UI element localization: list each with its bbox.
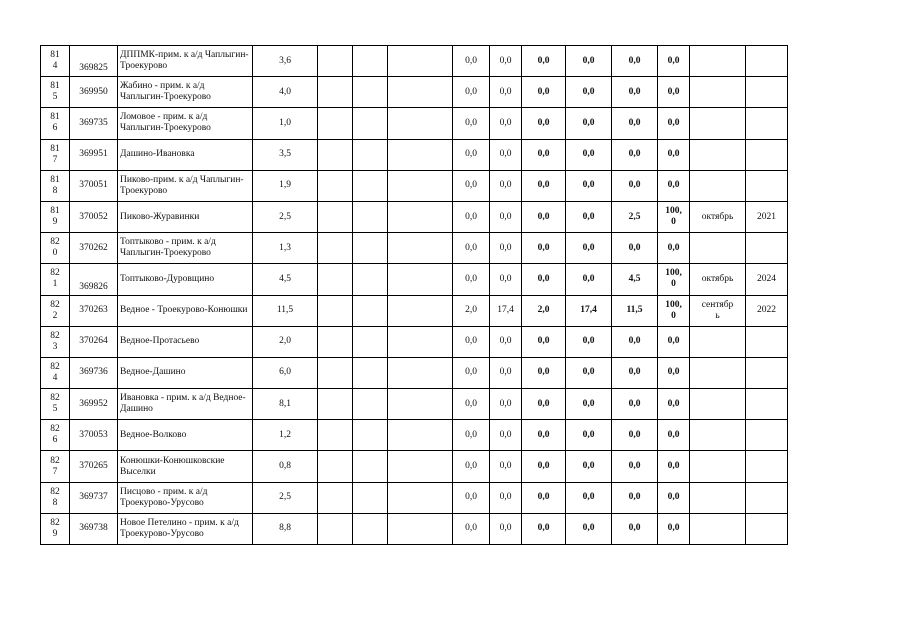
value-cell: 0,0 (453, 513, 490, 544)
value-cell: 0,0 (522, 77, 566, 108)
empty-cell (353, 201, 388, 232)
value-cell: 0,0 (566, 264, 612, 295)
value-cell: 0,0 (658, 46, 690, 77)
empty-cell (353, 295, 388, 326)
empty-cell (388, 201, 453, 232)
value-cell: 0,0 (566, 201, 612, 232)
length-cell: 2,0 (253, 326, 318, 357)
value-cell: 0,0 (453, 451, 490, 482)
value-cell: 17,4 (566, 295, 612, 326)
value-cell: 0,0 (612, 357, 658, 388)
empty-cell (318, 170, 353, 201)
year-cell (746, 389, 788, 420)
empty-cell (388, 513, 453, 544)
road-name-cell: Ведное-Волково (118, 420, 253, 451)
year-cell (746, 139, 788, 170)
row-number-cell: 82 2 (41, 295, 70, 326)
empty-cell (318, 326, 353, 357)
value-cell: 0,0 (522, 233, 566, 264)
empty-cell (388, 326, 453, 357)
empty-cell (353, 170, 388, 201)
empty-cell (388, 451, 453, 482)
row-number-cell: 82 9 (41, 513, 70, 544)
month-cell (690, 482, 746, 513)
value-cell: 0,0 (490, 482, 522, 513)
table-row (41, 233, 788, 264)
table-row (41, 201, 788, 232)
table-row (41, 357, 788, 388)
table-body (41, 46, 788, 545)
row-number-cell: 82 3 (41, 326, 70, 357)
road-name-cell: Дашино-Ивановка (118, 139, 253, 170)
length-cell: 1,2 (253, 420, 318, 451)
empty-cell (388, 389, 453, 420)
row-number-cell: 82 0 (41, 233, 70, 264)
row-number-cell: 81 6 (41, 108, 70, 139)
length-cell: 2,5 (253, 201, 318, 232)
month-cell (690, 233, 746, 264)
empty-cell (388, 108, 453, 139)
value-cell: 0,0 (453, 77, 490, 108)
value-cell: 0,0 (658, 513, 690, 544)
road-name-cell: Топтыково - прим. к а/д Чаплыгин-Троекурово (118, 233, 253, 264)
value-cell: 0,0 (453, 233, 490, 264)
table-row (41, 420, 788, 451)
value-cell: 0,0 (522, 139, 566, 170)
empty-cell (353, 513, 388, 544)
value-cell: 0,0 (658, 482, 690, 513)
length-cell: 6,0 (253, 357, 318, 388)
road-name-cell: ДППМК-прим. к а/д Чаплыгин-Троекурово (118, 46, 253, 77)
year-cell (746, 326, 788, 357)
roads-table (40, 45, 788, 545)
empty-cell (388, 233, 453, 264)
value-cell: 0,0 (566, 139, 612, 170)
month-cell (690, 108, 746, 139)
value-cell: 0,0 (566, 513, 612, 544)
table-row (41, 389, 788, 420)
value-cell: 0,0 (566, 326, 612, 357)
value-cell: 0,0 (612, 326, 658, 357)
table-row (41, 170, 788, 201)
value-cell: 4,5 (612, 264, 658, 295)
year-cell: 2022 (746, 295, 788, 326)
empty-cell (353, 420, 388, 451)
value-cell: 0,0 (490, 108, 522, 139)
value-cell: 0,0 (612, 139, 658, 170)
value-cell: 0,0 (522, 201, 566, 232)
table-row (41, 482, 788, 513)
month-cell (690, 357, 746, 388)
value-cell: 0,0 (566, 46, 612, 77)
value-cell: 0,0 (566, 108, 612, 139)
road-code-cell: 369736 (70, 357, 118, 388)
road-name-cell: Новое Петелино - прим. к а/д Троекурово-Урусово (118, 513, 253, 544)
empty-cell (353, 389, 388, 420)
value-cell: 100, 0 (658, 201, 690, 232)
value-cell: 0,0 (490, 264, 522, 295)
value-cell: 0,0 (566, 357, 612, 388)
year-cell (746, 482, 788, 513)
year-cell: 2024 (746, 264, 788, 295)
year-cell (746, 357, 788, 388)
year-cell: 2021 (746, 201, 788, 232)
value-cell: 0,0 (453, 357, 490, 388)
table-row (41, 264, 788, 295)
road-name-cell: Пиково-прим. к а/д Чаплыгин-Троекурово (118, 170, 253, 201)
value-cell: 0,0 (612, 46, 658, 77)
row-number-cell: 82 5 (41, 389, 70, 420)
row-number-cell: 81 7 (41, 139, 70, 170)
empty-cell (353, 326, 388, 357)
value-cell: 2,5 (612, 201, 658, 232)
value-cell: 0,0 (522, 389, 566, 420)
empty-cell (353, 46, 388, 77)
value-cell: 0,0 (522, 46, 566, 77)
length-cell: 3,5 (253, 139, 318, 170)
empty-cell (318, 201, 353, 232)
value-cell: 0,0 (658, 420, 690, 451)
road-code-cell: 370051 (70, 170, 118, 201)
value-cell: 100, 0 (658, 264, 690, 295)
road-name-cell: Ивановка - прим. к а/д Ведное-Дашино (118, 389, 253, 420)
value-cell: 0,0 (453, 264, 490, 295)
table-row (41, 139, 788, 170)
value-cell: 0,0 (522, 513, 566, 544)
empty-cell (318, 46, 353, 77)
road-code-cell: 370262 (70, 233, 118, 264)
month-cell (690, 420, 746, 451)
road-code-cell: 369950 (70, 77, 118, 108)
value-cell: 0,0 (453, 170, 490, 201)
row-number-cell: 81 5 (41, 77, 70, 108)
road-code-cell: 369735 (70, 108, 118, 139)
value-cell: 0,0 (490, 451, 522, 482)
row-number-cell: 82 6 (41, 420, 70, 451)
length-cell: 1,0 (253, 108, 318, 139)
value-cell: 0,0 (522, 420, 566, 451)
value-cell: 0,0 (453, 420, 490, 451)
road-code-cell: 370265 (70, 451, 118, 482)
value-cell: 0,0 (522, 108, 566, 139)
year-cell (746, 46, 788, 77)
value-cell: 0,0 (658, 139, 690, 170)
month-cell: октябрь (690, 201, 746, 232)
value-cell: 0,0 (566, 420, 612, 451)
value-cell: 0,0 (612, 482, 658, 513)
empty-cell (318, 482, 353, 513)
row-number-cell: 81 4 (41, 46, 70, 77)
year-cell (746, 513, 788, 544)
row-number-cell: 81 8 (41, 170, 70, 201)
row-number-cell: 82 4 (41, 357, 70, 388)
empty-cell (318, 420, 353, 451)
value-cell: 0,0 (490, 389, 522, 420)
road-code-cell: 369738 (70, 513, 118, 544)
road-code-cell: 369952 (70, 389, 118, 420)
length-cell: 0,8 (253, 451, 318, 482)
value-cell: 0,0 (490, 46, 522, 77)
road-code-cell: 369826 (70, 264, 118, 295)
road-name-cell: Ломовое - прим. к а/д Чаплыгин-Троекурово (118, 108, 253, 139)
value-cell: 0,0 (453, 201, 490, 232)
road-name-cell: Топтыково-Дуровщино (118, 264, 253, 295)
value-cell: 0,0 (490, 513, 522, 544)
value-cell: 0,0 (490, 201, 522, 232)
month-cell (690, 77, 746, 108)
value-cell: 0,0 (522, 170, 566, 201)
value-cell: 0,0 (490, 357, 522, 388)
row-number-cell: 82 1 (41, 264, 70, 295)
year-cell (746, 108, 788, 139)
value-cell: 2,0 (453, 295, 490, 326)
empty-cell (388, 170, 453, 201)
value-cell: 0,0 (612, 513, 658, 544)
value-cell: 0,0 (490, 233, 522, 264)
empty-cell (318, 451, 353, 482)
empty-cell (318, 295, 353, 326)
month-cell (690, 389, 746, 420)
empty-cell (388, 482, 453, 513)
length-cell: 4,0 (253, 77, 318, 108)
row-number-cell: 82 8 (41, 482, 70, 513)
length-cell: 8,1 (253, 389, 318, 420)
value-cell: 17,4 (490, 295, 522, 326)
month-cell (690, 46, 746, 77)
road-name-cell: Писцово - прим. к а/д Троекурово-Урусово (118, 482, 253, 513)
road-name-cell: Пиково-Журавинки (118, 201, 253, 232)
value-cell: 100, 0 (658, 295, 690, 326)
value-cell: 0,0 (658, 326, 690, 357)
value-cell: 0,0 (658, 77, 690, 108)
road-code-cell: 369951 (70, 139, 118, 170)
month-cell (690, 513, 746, 544)
road-code-cell: 369825 (70, 46, 118, 77)
value-cell: 0,0 (566, 389, 612, 420)
month-cell: сентябр ь (690, 295, 746, 326)
value-cell: 0,0 (522, 482, 566, 513)
value-cell: 0,0 (453, 46, 490, 77)
empty-cell (353, 139, 388, 170)
length-cell: 3,6 (253, 46, 318, 77)
empty-cell (318, 108, 353, 139)
value-cell: 0,0 (658, 451, 690, 482)
table-row (41, 451, 788, 482)
empty-cell (353, 357, 388, 388)
value-cell: 0,0 (522, 326, 566, 357)
empty-cell (388, 357, 453, 388)
row-number-cell: 82 7 (41, 451, 70, 482)
value-cell: 0,0 (490, 170, 522, 201)
year-cell (746, 77, 788, 108)
value-cell: 0,0 (566, 233, 612, 264)
empty-cell (388, 264, 453, 295)
road-name-cell: Жабино - прим. к а/д Чаплыгин-Троекурово (118, 77, 253, 108)
year-cell (746, 451, 788, 482)
value-cell: 0,0 (566, 482, 612, 513)
value-cell: 0,0 (566, 451, 612, 482)
value-cell: 0,0 (490, 77, 522, 108)
road-code-cell: 369737 (70, 482, 118, 513)
length-cell: 4,5 (253, 264, 318, 295)
value-cell: 0,0 (453, 482, 490, 513)
month-cell (690, 170, 746, 201)
value-cell: 0,0 (566, 77, 612, 108)
empty-cell (353, 77, 388, 108)
row-number-cell: 81 9 (41, 201, 70, 232)
empty-cell (318, 139, 353, 170)
road-name-cell: Ведное - Троекурово-Конюшки (118, 295, 253, 326)
length-cell: 8,8 (253, 513, 318, 544)
road-code-cell: 370053 (70, 420, 118, 451)
road-name-cell: Конюшки-Конюшковские Выселки (118, 451, 253, 482)
value-cell: 0,0 (453, 139, 490, 170)
length-cell: 11,5 (253, 295, 318, 326)
table-row (41, 295, 788, 326)
value-cell: 0,0 (612, 389, 658, 420)
value-cell: 0,0 (612, 451, 658, 482)
empty-cell (388, 139, 453, 170)
table-row (41, 513, 788, 544)
empty-cell (318, 357, 353, 388)
table-row (41, 77, 788, 108)
month-cell (690, 451, 746, 482)
road-name-cell: Ведное-Протасьево (118, 326, 253, 357)
value-cell: 0,0 (490, 420, 522, 451)
empty-cell (353, 233, 388, 264)
length-cell: 1,3 (253, 233, 318, 264)
empty-cell (353, 482, 388, 513)
empty-cell (388, 77, 453, 108)
empty-cell (388, 46, 453, 77)
value-cell: 0,0 (612, 108, 658, 139)
value-cell: 11,5 (612, 295, 658, 326)
value-cell: 0,0 (658, 357, 690, 388)
empty-cell (388, 420, 453, 451)
empty-cell (318, 233, 353, 264)
value-cell: 0,0 (612, 170, 658, 201)
empty-cell (353, 108, 388, 139)
value-cell: 0,0 (522, 451, 566, 482)
year-cell (746, 420, 788, 451)
value-cell: 0,0 (612, 420, 658, 451)
table-row (41, 108, 788, 139)
value-cell: 0,0 (658, 233, 690, 264)
value-cell: 0,0 (612, 233, 658, 264)
table-row (41, 46, 788, 77)
value-cell: 0,0 (566, 170, 612, 201)
length-cell: 1,9 (253, 170, 318, 201)
value-cell: 0,0 (658, 170, 690, 201)
empty-cell (318, 513, 353, 544)
empty-cell (318, 389, 353, 420)
value-cell: 0,0 (658, 389, 690, 420)
road-code-cell: 370263 (70, 295, 118, 326)
value-cell: 0,0 (453, 326, 490, 357)
value-cell: 0,0 (490, 139, 522, 170)
value-cell: 0,0 (658, 108, 690, 139)
road-code-cell: 370052 (70, 201, 118, 232)
value-cell: 0,0 (522, 264, 566, 295)
month-cell: октябрь (690, 264, 746, 295)
empty-cell (353, 264, 388, 295)
value-cell: 0,0 (453, 389, 490, 420)
empty-cell (353, 451, 388, 482)
road-name-cell: Ведное-Дашино (118, 357, 253, 388)
month-cell (690, 326, 746, 357)
value-cell: 0,0 (612, 77, 658, 108)
table-row (41, 326, 788, 357)
length-cell: 2,5 (253, 482, 318, 513)
year-cell (746, 170, 788, 201)
empty-cell (318, 264, 353, 295)
value-cell: 0,0 (522, 357, 566, 388)
value-cell: 2,0 (522, 295, 566, 326)
month-cell (690, 139, 746, 170)
year-cell (746, 233, 788, 264)
empty-cell (388, 295, 453, 326)
road-code-cell: 370264 (70, 326, 118, 357)
value-cell: 0,0 (490, 326, 522, 357)
value-cell: 0,0 (453, 108, 490, 139)
empty-cell (318, 77, 353, 108)
